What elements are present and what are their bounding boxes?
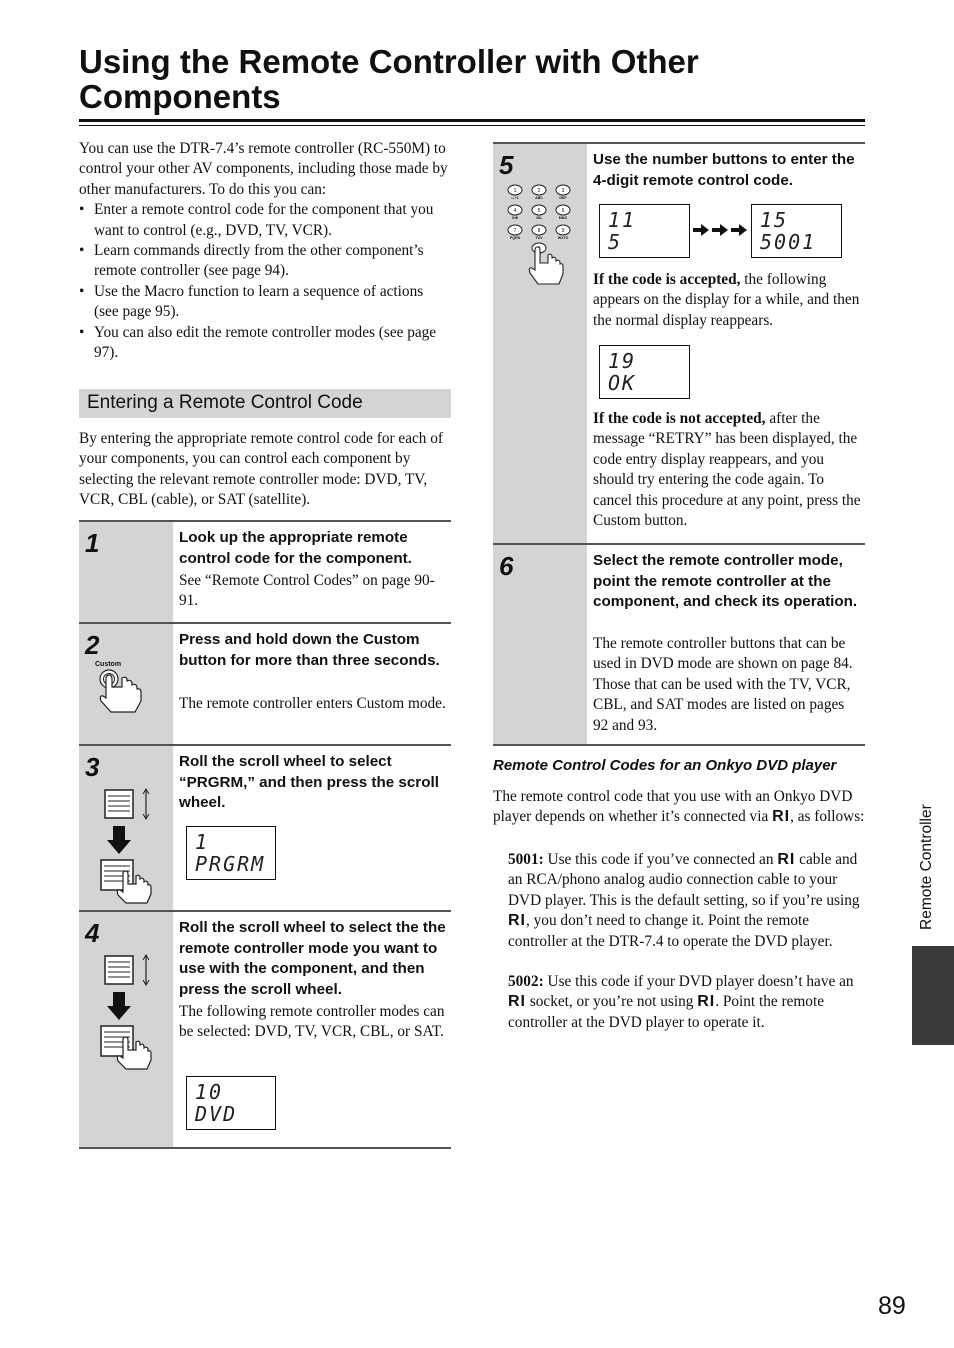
left-steps-bottom-rule (79, 1147, 451, 1149)
keypad-sublabel: DEF (559, 196, 567, 200)
code-not-accepted-text (593, 409, 861, 531)
keypad-sublabel: MNO (558, 216, 568, 220)
lcd-line-2: PRGRM (195, 852, 266, 876)
keypad-key: 2 (537, 188, 541, 194)
step-6 (493, 543, 865, 746)
code-5001-text-b: cable and an RCA/phono analog audio connection cable to your DVD player. This is the default setting, so if you’re using (508, 851, 860, 909)
step-heading: Press and hold down the Custom button for more than three seconds. (179, 631, 440, 669)
keypad-key: 9 (561, 228, 565, 234)
right-steps-bottom-rule (493, 744, 865, 746)
step-heading: Roll the scroll wheel to select “PRGRM,” and then press the scroll wheel. (179, 753, 439, 811)
intro-block (79, 139, 451, 363)
keypad-key: 7 (513, 228, 517, 234)
keypad-sublabel: ABC (535, 196, 543, 200)
step-number: 2 (85, 630, 100, 660)
code-not-accepted-desc: after the message “RETRY” has been displayed, the code entry display reappears, and you should try entering the code again. To cancel this procedure at any point, press the Custom button. (593, 410, 861, 530)
keypad-sublabel: GHI (511, 216, 519, 220)
code-5001-text-c: , you don’t need to change it. Point the remote controller at the DTR-7.4 to operate the DVD player. (508, 912, 833, 950)
code-5002-text-a: Use this code if your DVD player doesn’t have an (543, 973, 854, 990)
onkyo-subheading: Remote Control Codes for an Onkyo DVD player (493, 757, 837, 774)
scroll-wheel-icon (99, 954, 159, 1070)
lcd-line-1: 19 (608, 349, 637, 373)
keypad-sublabel: •,-+1 (511, 196, 519, 200)
lcd-display-code-before (599, 204, 690, 258)
scroll-wheel-icon (99, 788, 159, 904)
section-body: By entering the appropriate remote control code for each of your components, you can control each component by selecting the relevant remote controller mode: DVD, TV, VCR, CBL (cable), or SAT (satellite). (79, 430, 443, 509)
step-1 (79, 520, 451, 622)
ri-logo-icon: RI (508, 993, 526, 1011)
step-number: 5 (499, 150, 514, 180)
intro-lead: You can use the DTR-7.4’s remote controller (RC-550M) to control your other AV components, including those made by other manufacturers. To do this you can: (79, 140, 448, 198)
code-accepted-desc: the following appears on the display for a while, and then the normal display reappears. (593, 271, 860, 329)
lcd-display-prgrm (186, 826, 276, 880)
custom-button-label: Custom (95, 661, 122, 668)
step-heading: Use the number buttons to enter the 4-digit remote control code. (593, 151, 855, 189)
step-number: 3 (85, 752, 100, 782)
step-description: The following remote controller modes can be selected: DVD, TV, VCR, CBL, or SAT. (179, 1003, 445, 1041)
code-5002-text-b: socket, or you’re not using (526, 993, 698, 1011)
onkyo-intro-b: , as follows: (790, 808, 865, 826)
step-5 (493, 142, 865, 544)
lcd-line-1: 1 (195, 830, 210, 854)
intro-bullet: • You can also edit the remote controller modes (see page 97). (79, 323, 451, 364)
keypad-sublabel: JKL (535, 216, 543, 220)
step-heading: Look up the appropriate remote control code for the component. (179, 529, 412, 567)
step-2 (79, 622, 451, 744)
ri-logo-icon: RI (772, 808, 791, 826)
lcd-line-2: DVD (195, 1102, 238, 1126)
lcd-line-2: OK (608, 371, 637, 395)
onkyo-intro-a: The remote control code that you use with an Onkyo DVD player depends on whether it’s connected via (493, 788, 853, 826)
lcd-line-1: 10 (195, 1080, 224, 1104)
side-section-label: Remote Controller (918, 804, 935, 930)
keypad-key: 6 (561, 208, 565, 214)
onkyo-code-5001 (508, 850, 866, 952)
code-accepted-label: If the code is accepted, (593, 271, 741, 288)
code-5001-text-a: Use this code if you’ve connected an (543, 851, 778, 868)
code-5002-text-c: . Point the remote controller at the DVD player to operate it. (508, 993, 824, 1031)
keypad-key: 4 (513, 208, 517, 214)
step-description: See “Remote Control Codes” on page 90-91. (179, 572, 435, 610)
section-heading: Entering a Remote Control Code (87, 392, 363, 413)
onkyo-intro (493, 787, 865, 828)
lcd-line-2: 5 (608, 230, 623, 254)
intro-bullet: • Learn commands directly from the other component’s remote controller (see page 94). (79, 241, 451, 282)
page-title: Using the Remote Controller with Other Components (79, 43, 699, 115)
code-not-accepted-label: If the code is not accepted, (593, 410, 766, 427)
side-section-tab (912, 946, 954, 1045)
step-heading: Roll the scroll wheel to select the the remote controller mode you want to use with the component, and then press the scroll wheel. (179, 919, 446, 998)
keypad-key: 5 (537, 208, 541, 214)
step-description: The remote controller enters Custom mode. (179, 695, 446, 712)
keypad-sublabel: PQRS (509, 236, 521, 240)
intro-bullets (79, 200, 451, 363)
ri-logo-icon: RI (508, 912, 526, 930)
keypad-sublabel: TUV (535, 236, 543, 240)
title-rule-thin (79, 125, 865, 126)
page-number: 89 (878, 1292, 906, 1320)
code-accepted-text (593, 270, 861, 331)
keypad-key: 3 (561, 188, 565, 194)
title-rule-thick (79, 119, 865, 122)
lcd-line-2: 5001 (760, 230, 817, 254)
ri-logo-icon: RI (697, 993, 716, 1011)
lcd-display-ok (599, 345, 690, 399)
triple-arrow-icon (693, 222, 749, 238)
number-keypad-icon (505, 184, 577, 288)
ri-logo-icon: RI (777, 851, 796, 868)
step-heading: Select the remote controller mode, point the remote controller at the component, and check its operation. (593, 552, 858, 610)
keypad-sublabel: WXYZ (557, 236, 569, 240)
lcd-display-dvd (186, 1076, 276, 1130)
lcd-display-code-after (751, 204, 842, 258)
intro-bullet: • Use the Macro function to learn a sequence of actions (see page 95). (79, 282, 451, 323)
keypad-key: 8 (537, 228, 541, 234)
code-5001-label: 5001: (508, 851, 544, 868)
lcd-line-1: 15 (760, 208, 789, 232)
onkyo-code-5002 (508, 972, 866, 1033)
step-number: 1 (85, 528, 100, 558)
code-5002-label: 5002: (508, 973, 544, 990)
section-heading-bar (79, 389, 451, 418)
intro-bullet: • Enter a remote control code for the component that you want to control (e.g., DVD, TV, VCR). (79, 200, 451, 241)
hand-press-icon (95, 668, 153, 714)
step-number: 4 (85, 918, 100, 948)
keypad-key: 1 (513, 188, 517, 194)
step-description: The remote controller buttons that can be used in DVD mode are shown on page 84. Those that can be used with the TV, VCR, CBL, and SAT modes are listed on pages 92 and 93. (593, 635, 853, 734)
step-4 (79, 910, 451, 1149)
step-3 (79, 744, 451, 910)
lcd-line-1: 11 (608, 208, 637, 232)
step-number: 6 (499, 551, 514, 581)
